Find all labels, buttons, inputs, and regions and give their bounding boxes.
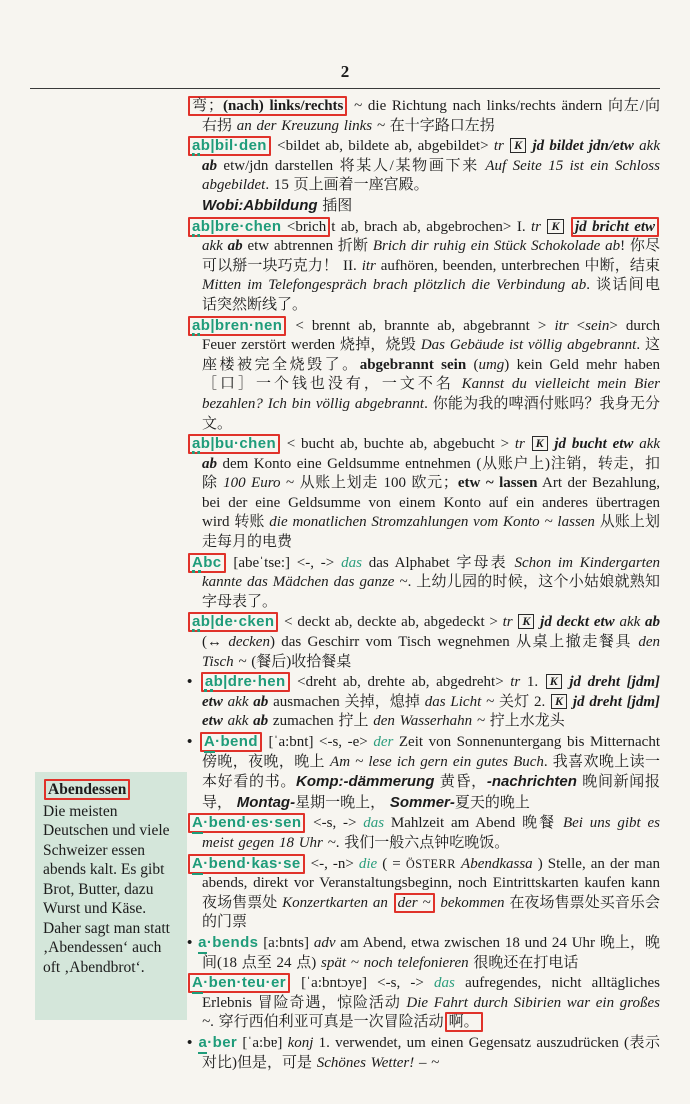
text-segment: konj: [287, 1034, 314, 1051]
text-segment: den Wasserhahn ~: [373, 713, 486, 730]
text-segment: < brennt ab, brannte ab, abgebrannt >: [287, 317, 555, 334]
text-segment: ab: [202, 157, 217, 174]
text-segment: jd deckt etw: [535, 614, 620, 631]
headword: a·ber: [198, 1034, 237, 1054]
dictionary-entry: [187, 933, 660, 973]
text-segment: 在十字路口左拐: [385, 117, 495, 134]
headword: ab|bre·chen: [192, 217, 282, 235]
text-segment: . 谈话间电话突然断线了。: [202, 277, 660, 313]
text-segment: spät ~ noch telefonieren: [321, 954, 469, 971]
text-segment: ab: [202, 455, 217, 472]
text-segment: etw abtrennen 折断: [242, 238, 373, 255]
gender-marker: das: [341, 554, 362, 571]
dictionary-entry: [187, 97, 660, 136]
text-segment: < bucht ab, buchte ab, abgebucht >: [281, 436, 515, 453]
text-segment: . 上幼儿园的时候，这个小姑娘就熟知字母表了。: [202, 574, 660, 610]
text-segment: [ˈa:bɐ]: [237, 1034, 288, 1051]
vowel-length-mark: A: [192, 974, 203, 994]
text-segment: [513, 614, 518, 630]
text-segment: ab: [248, 713, 269, 730]
text-segment: am Abend, etwa zwischen 18 und 24 Uhr 晚上，晚间(18 点至 24 点): [202, 934, 660, 971]
text-segment: -dämmerung: [343, 773, 435, 791]
text-segment: [525, 436, 531, 452]
text-segment: [541, 219, 546, 235]
grammar-k-icon: K: [546, 674, 562, 689]
headword: A·ben·teu·er: [192, 974, 286, 994]
red-annotation-box: [201, 672, 290, 692]
text-segment: 拧上水龙头: [485, 713, 565, 730]
text-segment: Am ~ lese ich gern ein gutes Buch: [330, 753, 544, 770]
text-segment: akk: [639, 436, 661, 453]
text-segment: 弯；: [192, 98, 223, 114]
text-segment: . 我们一般六点钟吃晚饭。: [335, 834, 510, 851]
grammar-k-icon: K: [532, 436, 548, 451]
text-segment: . 你能为我的啤酒付账吗？我身无分文。: [202, 395, 660, 432]
text-segment: aufhören, beenden, unterbrechen 中断，结束: [375, 257, 660, 274]
headword: ab|bren·nen: [192, 316, 283, 334]
red-annotation-box: [188, 553, 226, 573]
text-segment: >: [609, 317, 626, 334]
grammar-k-icon: K: [547, 219, 563, 234]
dictionary-entries: [187, 97, 660, 1073]
text-segment: jd bildet jdn/etw: [527, 138, 640, 155]
text-segment: Kannst du vielleicht mein Bier bezahlen? Ich bin völlig abgebrannt: [202, 376, 660, 412]
text-segment: 关灯 2.: [494, 693, 551, 710]
headword: ab|bil·den: [192, 137, 267, 155]
text-segment: akk: [227, 693, 249, 710]
vowel-length-mark: a: [198, 934, 207, 954]
text-segment: . 15 页上画着一座宫殿。: [265, 177, 429, 194]
vowel-length-mark: A: [192, 814, 203, 834]
text-segment: den Tisch ~: [202, 634, 660, 670]
dictionary-entry: [187, 136, 660, 216]
text-segment: die monatlichen Stromzahlungen vom Konto ~ lassen: [269, 514, 595, 531]
text-segment: etw/jdn darstellen 将某人/某物画下来: [217, 157, 486, 174]
text-segment: umg: [478, 356, 505, 373]
text-segment: Mahlzeit am Abend 晚餐: [384, 815, 563, 832]
text-segment: Das Gebäude ist völlig abgebrannt: [420, 337, 637, 354]
text-segment: ( =: [377, 855, 406, 872]
text-segment: . 我喜欢晚上读一本好看的书。: [202, 753, 660, 791]
text-segment: jd dreht [jdm] etw: [202, 674, 660, 710]
text-segment: dem Konto eine Geldsumme entnehmen (从账户上)注销，转走，扣除: [202, 455, 660, 492]
page-number: 2: [340, 62, 350, 81]
text-segment: . 穿行西伯利亚可真是一次冒险活动: [210, 1014, 444, 1031]
gender-marker: das: [363, 815, 385, 832]
vowel-length-mark: A: [204, 733, 215, 753]
text-segment: <dreht ab, drehte ab, abgedreht>: [290, 674, 511, 691]
text-segment: Bei uns gibt es meist gegen 18 Uhr ~: [202, 815, 661, 851]
text-segment: [a:bnts]: [258, 934, 314, 951]
text-segment: Mitten im Telefongespräch brach plötzlich die Verbindung ab: [202, 277, 587, 294]
text-segment: Die Fahrt durch Sibirien war ein großes ~: [202, 994, 660, 1031]
text-segment: bekommen: [435, 894, 505, 911]
text-segment: der ~: [397, 894, 431, 911]
text-segment: sein: [585, 317, 610, 334]
text-segment: durch Feuer zerstört werden 烧掉，烧毁: [202, 317, 661, 354]
text-segment: <: [568, 317, 586, 334]
dictionary-entry: [187, 854, 660, 933]
text-segment: akk: [227, 713, 249, 730]
text-segment: [ˈa:bnt] <-s, -e>: [262, 734, 374, 750]
text-segment: itr: [554, 317, 569, 334]
text-segment: [abeˈtse:] <-, ->: [226, 554, 342, 571]
red-annotation-box: [188, 973, 290, 993]
text-segment: (餐后)收拾餐桌: [246, 653, 352, 670]
text-segment: Schon im Kindergarten kannte das Mädchen das ganze ~: [202, 554, 660, 591]
red-annotation-box: [188, 854, 305, 874]
red-annotation-box: [571, 217, 659, 237]
text-segment: (↔: [202, 634, 229, 651]
headword: A·bend·es·sen: [192, 814, 301, 834]
text-segment: [565, 219, 570, 235]
bullet-marker: •: [187, 934, 198, 951]
red-annotation-box: [188, 316, 286, 336]
text-segment: tr: [514, 436, 525, 453]
vowel-length-mark: a: [192, 217, 201, 235]
text-segment: ! 你尽可以掰一块巧克力！ II.: [202, 238, 660, 274]
text-segment: Komp:: [296, 773, 344, 791]
red-annotation-box: [188, 813, 305, 833]
headword: Abc: [192, 553, 222, 571]
vowel-length-mark: a: [192, 435, 201, 453]
text-segment: < deckt ab, deckte ab, abgedeckt >: [279, 614, 503, 631]
header-rule: [30, 88, 660, 89]
grammar-k-icon: K: [510, 138, 526, 153]
text-segment: ) kein Geld mehr haben ［口］一个钱也没有，一文不名: [202, 356, 660, 393]
dictionary-entry: [187, 1033, 660, 1073]
headword: a·bends: [198, 934, 258, 954]
red-annotation-box: [188, 136, 271, 156]
red-annotation-box: [188, 217, 330, 237]
text-segment: – ~: [414, 1054, 440, 1071]
text-segment: (nach) links/rechts: [222, 98, 344, 114]
vowel-length-mark: a: [192, 316, 201, 334]
dictionary-entry: [187, 434, 660, 553]
headword: A·bend: [204, 733, 258, 753]
text-segment: t ab, brach ab, abgebrochen> I.: [331, 218, 532, 235]
headword: ab|dre·hen: [204, 673, 286, 691]
vowel-length-mark: A: [192, 855, 203, 875]
text-segment: <bildet ab, bildete ab, abgebildet>: [271, 138, 494, 155]
text-segment: Zeit von Sonnenuntergang bis Mitternacht 傍晚，夜晚，晚上: [202, 734, 660, 770]
red-annotation-box: [188, 96, 347, 116]
text-segment: 星期一晚上，: [295, 794, 390, 811]
text-segment: Wobi:Abbildung: [202, 196, 318, 214]
grammar-k-icon: K: [551, 694, 567, 709]
red-annotation-box: [394, 893, 435, 913]
text-segment: 1. verwendet, um einen Gegensatz auszudrücken (表示对比)但是，可是: [202, 1034, 660, 1071]
text-segment: ab: [248, 693, 269, 710]
text-segment: 很晚还在打电话: [468, 954, 579, 971]
usage-note-box: [35, 772, 187, 1020]
text-segment: akk: [619, 614, 641, 631]
text-segment: [ˈa:bntɔyɐ] <-s, ->: [290, 975, 435, 992]
text-segment: (: [466, 356, 479, 373]
text-segment: decken: [228, 634, 270, 651]
headword: ab|de·cken: [192, 613, 275, 631]
dictionary-entry: [187, 672, 660, 732]
vowel-length-mark: A: [192, 553, 204, 571]
red-annotation-box: [445, 1012, 483, 1032]
bullet-marker: •: [187, 1034, 198, 1051]
text-segment: etw ~ lassen: [457, 475, 538, 492]
gender-marker: das: [434, 975, 455, 992]
vowel-length-mark: a: [198, 1034, 207, 1054]
text-segment: jd dreht [jdm] etw: [202, 693, 660, 730]
text-segment: abgebrannt sein: [359, 356, 467, 373]
text-segment: akk: [202, 238, 223, 255]
red-annotation-box: [188, 434, 280, 454]
usage-note-body: Die meisten Deutschen und viele Schweizer essen abends kalt. Es gibt Brot, Butter, dazu Wurst und Käse. Daher sagt man statt ‚Abendessen‘ auch oft ‚Abendbrot‘.: [43, 802, 170, 976]
text-segment: tr: [531, 218, 542, 235]
dictionary-entry: [187, 217, 660, 316]
text-segment: das Licht ~: [424, 693, 495, 710]
text-segment: Abendkassa: [461, 855, 533, 872]
text-segment: an der Kreuzung links ~: [236, 117, 385, 134]
text-segment: aufregendes, nicht alltägliches Erlebnis 冒险奇遇，惊险活动: [202, 975, 660, 1011]
text-segment: 从账上划走每月的电费: [202, 514, 660, 551]
red-annotation-box: [200, 732, 262, 752]
usage-note-title: Abendessen: [44, 779, 130, 800]
text-segment: jd bricht etw: [574, 218, 656, 235]
text-segment: ÖSTERR: [405, 856, 456, 871]
dictionary-entry: [187, 316, 660, 435]
text-segment: 夏天的晚上: [454, 794, 530, 811]
text-segment: zumachen 拧上: [268, 713, 374, 730]
dictionary-entry: [187, 973, 660, 1033]
text-segment: 1.: [520, 674, 545, 691]
text-segment: itr: [361, 257, 376, 274]
text-segment: tr: [510, 674, 521, 691]
text-segment: 插图: [317, 197, 353, 214]
text-segment: Art der Bezahlung, bei der eine Geldsumme von einem Konto auf ein anderes übertragen wird 转账: [202, 475, 660, 531]
text-segment: ) Stelle, an der man abends, direkt vor Veranstaltungsbeginn, noch Eintrittskarten kaufen kann 夜场售票处: [202, 855, 660, 911]
text-segment: ab: [640, 614, 661, 631]
bullet-marker: •: [187, 734, 198, 750]
text-segment: 黄昏，: [434, 774, 487, 791]
text-segment: <brich: [281, 218, 327, 235]
text-segment: akk: [639, 138, 660, 155]
dictionary-entry: [187, 612, 660, 672]
text-segment: [504, 138, 509, 154]
text-segment: 在夜场售票处买音乐会的门票: [202, 894, 660, 931]
text-segment: Sommer-: [389, 793, 455, 811]
text-segment: ~ 从账上划走 100 欧元；: [280, 475, 458, 492]
text-segment: ) das Geschirr vom Tisch wegnehmen 从桌上撤走餐具: [269, 634, 639, 651]
dictionary-entry: [187, 813, 660, 853]
text-segment: Montag-: [236, 793, 296, 811]
text-segment: <-s, ->: [306, 815, 364, 832]
vowel-length-mark: a: [192, 613, 201, 631]
dictionary-entry: [187, 732, 660, 813]
text-segment: 晚间新闻报导，: [202, 774, 660, 811]
red-annotation-box: [188, 612, 278, 632]
vowel-length-mark: a: [204, 673, 214, 691]
bullet-marker: •: [187, 674, 199, 691]
vowel-length-mark: a: [192, 137, 201, 155]
text-segment: . 这座楼被完全烧毁了。: [202, 337, 660, 373]
text-segment: Konzertkarten an: [282, 894, 393, 911]
text-segment: Auf Seite 15 ist ein Schloss abgebildet: [202, 157, 660, 194]
gender-marker: die: [358, 855, 378, 872]
headword: ab|bu·chen: [192, 435, 277, 453]
text-segment: tr: [493, 138, 504, 155]
text-segment: jd bucht etw: [548, 436, 640, 453]
gender-marker: der: [373, 734, 394, 750]
text-segment: <-, -n>: [305, 855, 359, 872]
text-segment: Schönes Wetter!: [316, 1054, 415, 1071]
dictionary-entry: [187, 553, 660, 613]
text-segment: ~ die Richtung nach links/rechts ändern 向左/向右拐: [202, 98, 660, 134]
grammar-k-icon: K: [518, 614, 534, 629]
text-segment: Brich dir ruhig ein Stück Schokolade ab: [372, 238, 621, 255]
text-segment: -nachrichten: [486, 773, 577, 791]
text-segment: 100 Euro: [223, 475, 281, 492]
text-segment: das Alphabet 字母表: [361, 554, 515, 571]
text-segment: adv: [313, 934, 336, 951]
text-segment: tr: [502, 614, 513, 631]
text-segment: ab: [222, 238, 243, 255]
text-segment: 啊。: [448, 1014, 479, 1031]
headword: A·bend·kas·se: [192, 855, 301, 875]
text-segment: ausmachen 关掉，熄掉: [268, 693, 425, 710]
